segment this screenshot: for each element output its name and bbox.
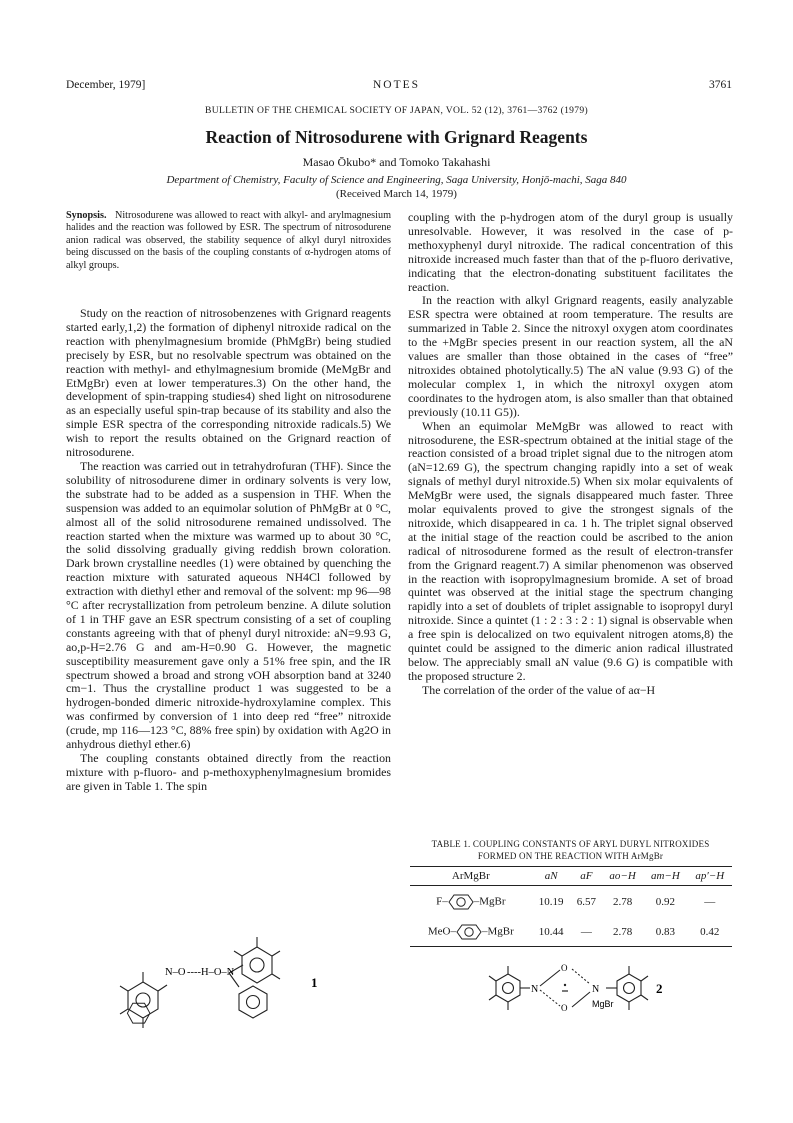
structure-2-n-left: N bbox=[531, 984, 539, 995]
reagent-prefix: MeO– bbox=[427, 925, 456, 938]
structure-2-mgbr: MgBr bbox=[592, 999, 614, 1009]
synopsis bbox=[66, 210, 391, 272]
cell-af: 6.57 bbox=[576, 896, 596, 908]
paragraph: The reaction was carried out in tetrahydrofuran (THF). Since the solubility of nitrosodurene dimer in ordinary solvents is very low, the substrate had to be added as a suspension in THF. When the suspension was added to an equimolar solution of PhMgBr at 0 °C, almost all of the solid nitrosodurene remained undissolved. The reaction started when the mixture was warmed up to about 30 °C, the solid dissolving gradually giving reddish brown coloration. Dark brown crystalline needles (1) were obtained by quenching the reaction mixture with saturated aqueous NH4Cl followed by extraction with diethyl ether and removal of the solvent: mp 96—98 °C after recrystallization from petroleum benzine. A dilute solution of 1 in THF gave an ESR spectrum consisting of a set of coupling constants agreeing with that of phenyl duryl nitroxide: aN=9.93 G, ao,p-H=2.76 G and am-H=0.90 G. However, the magnetic susceptibility measurement gave only a 51% free spin, and the IR spectrum showed a broad and strong νOH absorption band at 3240 cm−1. Thus the crystalline product 1 was suggested to be a hydrogen-bonded dimeric nitroxide-hydroxylamine complex. This was confirmed by conversion of 1 into deep red “free” nitroxide (crude, mp 116—123 °C, 88% free spin) by oxidation with Ag2O in anhydrous diethyl ether.6) bbox=[66, 458, 391, 752]
structure-1-diagram bbox=[105, 932, 345, 1044]
table-row bbox=[410, 886, 732, 917]
structure-2-o-bottom: O bbox=[561, 1003, 568, 1013]
body-right-column bbox=[408, 211, 733, 698]
reagent-cell bbox=[410, 886, 532, 917]
cell-ao: 2.78 bbox=[602, 916, 643, 947]
header-date: December, 1979] bbox=[66, 79, 146, 91]
received-date: (Received March 14, 1979) bbox=[336, 188, 457, 200]
paragraph: In the reaction with alkyl Grignard reagents, easily analyzable ESR spectra were obtained at room temperature. The results are summarized in Table 2. Since the nitroxyl oxygen atom coordinates to the +MgBr species present in our reaction system, all the aN values are smaller than those obtained in the cases of “free” nitroxides obtained photolytically.5) The aN value (9.93 G) of the molecular complex 1, in which the nitroxyl oxygen atom coordinates to the hydrogen atom, is also smaller than that obtained previously (10.11 G5)). bbox=[408, 293, 733, 419]
header-section: NOTES bbox=[372, 79, 421, 91]
benzene-ring-icon bbox=[456, 924, 482, 940]
reagent-cell bbox=[410, 916, 532, 947]
structure-2-o-top: O bbox=[561, 963, 568, 973]
body-left-column bbox=[66, 307, 391, 794]
reagent-prefix: F– bbox=[436, 895, 448, 908]
paragraph: The correlation of the order of the value of aα−H bbox=[422, 682, 656, 697]
journal-citation: BULLETIN OF THE CHEMICAL SOCIETY OF JAPAN, VOL. 52 (12), 3761—3762 (1979) bbox=[205, 105, 588, 116]
cell-ao: 2.78 bbox=[612, 896, 633, 908]
structure-1-label-no: N–O bbox=[165, 967, 186, 978]
cell-am: 0.92 bbox=[655, 896, 675, 908]
table1-caption-line2: FORMED ON THE REACTION WITH ArMgBr bbox=[477, 851, 664, 861]
paragraph: When an equimolar MeMgBr was allowed to react with nitrosodurene, the ESR-spectrum obtained at the initial stage of the reaction consisted of a broad triplet signal due to the nitrogen atom (aN=12.69 G), the spectrum changing rapidly into a set of weak signals of methyl duryl nitroxide.5) When six molar equivalents of MeMgBr were used, the signals disappeared much faster. Three molar equivalents proved to give the strongest signals of the nitroxide, which disappeared in ca. 1 h. The triplet signal observed at the initial stage of the reaction could be ascribed to the anion radical of nitrosodurene formed as the result of electron-transfer from the Grignard reagent.7) A similar phenomenon was observed in the reaction with isopropylmagnesium bromide. A set of broad quintet was observed at the initial stage the spectrum changing rapidly into a set of doublets of triplet assignable to isopropyl duryl nitroxide. Since a quintet (1 : 2 : 3 : 2 : 1) signal is observable when a free spin is delocalized on two equivalent nitrogen atoms,8) the quintet could be assigned to the dimeric anion radical illustrated below. The appreciably small aN value (9.6 G) is compatible with the proposed structure 2. bbox=[408, 418, 733, 683]
paragraph: coupling with the p-hydrogen atom of the duryl group is usually unresolvable. However, it was resolved in the case of p-methoxyphenyl duryl nitroxide. The radical concentration of this nitroxide increased much faster than that of the p-fluoro derivative, indicating that the electron-donating substituent facilitates the reaction. bbox=[408, 210, 733, 294]
cell-af: — bbox=[571, 916, 602, 947]
cell-am: 0.83 bbox=[643, 916, 687, 947]
structure-1-label-hon: ----H–O–N bbox=[187, 967, 235, 978]
structure-2-n-right: N bbox=[592, 984, 600, 995]
structure-1-number: 1 bbox=[311, 975, 318, 990]
benzene-ring-icon bbox=[448, 894, 474, 910]
header-page-number: 3761 bbox=[709, 79, 732, 91]
reagent-suffix: –MgBr bbox=[473, 895, 506, 908]
synopsis-label: Synopsis. bbox=[66, 210, 107, 221]
table1-caption bbox=[408, 838, 733, 862]
col-header-af: aF bbox=[571, 867, 602, 886]
table1-caption-line1: TABLE 1. COUPLING CONSTANTS OF ARYL DURYL NITROXIDES bbox=[431, 839, 710, 849]
cell-ap: 0.42 bbox=[688, 916, 732, 947]
col-header-an: aN bbox=[532, 867, 571, 886]
synopsis-text: Nitrosodurene was allowed to react with alkyl- and arylmagnesium halides and the reaction was followed by ESR. The spectrum of nitrosodurene anion radical was observed, the stability sequence of alkyl duryl nitroxides being discussed on the basis of the coupling constants of α-hydrogen atoms of alkyl groups. bbox=[66, 210, 391, 271]
article-authors: Masao Ōkubo* and Tomoko Takahashi bbox=[302, 155, 491, 169]
col-header-armgbr: ArMgBr bbox=[410, 867, 532, 886]
paragraph: The coupling constants obtained directly from the reaction mixture with p-fluoro- and p-methoxyphenylmagnesium bromides are given in Table 1. The spin bbox=[66, 751, 391, 793]
paragraph: Study on the reaction of nitrosobenzenes with Grignard reagents started early,1,2) the formation of diphenyl nitroxide radical on the reaction with phenylmagnesium bromide (PhMgBr) being studied precisely by ESR, but no resolvable spectrum was obtained on the reaction with methyl- and ethylmagnesium bromide (MeMgBr and EtMgBr) even at lower temperatures.3) On the other hand, the development of spin-trapping studies4) shed light on nitrosodurene as an especially useful spin-trap because of its stability and also the simple ESR spectra of the corresponding nitroxide radicals.5) We wish to report the results obtained on the Grignard reaction of nitrosodurene. bbox=[66, 306, 391, 460]
cell-an: 10.44 bbox=[532, 916, 571, 947]
article-title: Reaction of Nitrosodurene with Grignard Reagents bbox=[205, 127, 588, 147]
structure-2-diagram bbox=[480, 955, 680, 1025]
table1 bbox=[410, 866, 732, 947]
author-affiliation: Department of Chemistry, Faculty of Science and Engineering, Saga University, Honjō-machi, Saga 840 bbox=[166, 174, 627, 186]
reagent-suffix: –MgBr bbox=[482, 925, 514, 938]
col-header-ap: ap′−H bbox=[688, 867, 732, 886]
col-header-am: am−H bbox=[643, 867, 687, 886]
table-header-row bbox=[410, 867, 732, 886]
cell-an: 10.19 bbox=[538, 896, 564, 908]
structure-2-number: 2 bbox=[656, 981, 663, 996]
cell-ap: — bbox=[704, 896, 716, 908]
table-row bbox=[410, 916, 732, 947]
col-header-ao: ao−H bbox=[602, 867, 643, 886]
